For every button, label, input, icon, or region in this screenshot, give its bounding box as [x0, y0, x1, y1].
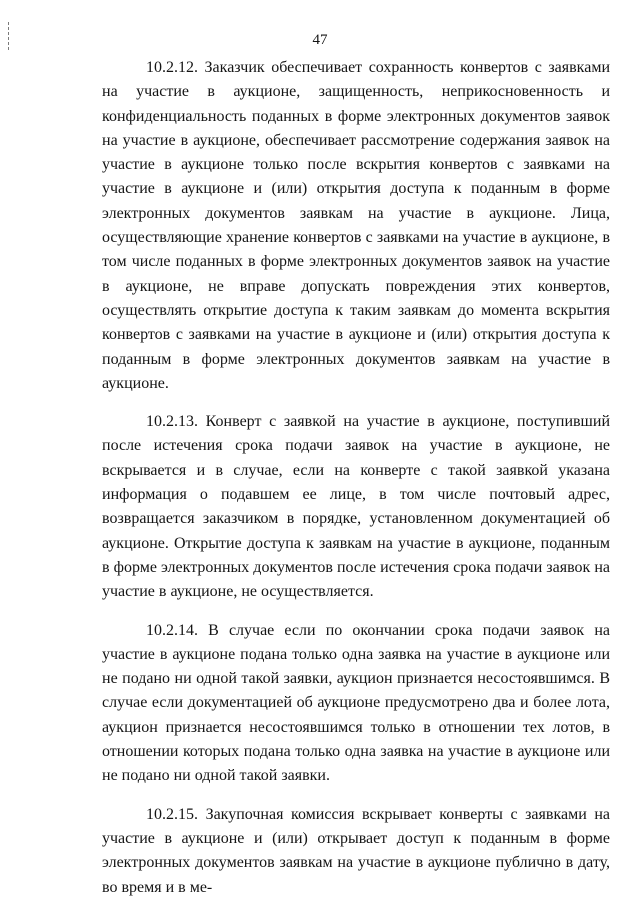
page-number: 47	[312, 32, 328, 48]
paragraph-10-2-15: 10.2.15. Закупочная комиссия вскрывает конверты с заявками на участие в аукционе и (или) открывает доступ к поданным в форме электронных документов заявкам на участие в аукционе публично в дату, во время и в ме-	[102, 805, 610, 896]
paragraph-10-2-14: 10.2.14. В случае если по окончании срока подачи заявок на участие в аукционе подана только одна заявка на участие в аукционе или не подано ни одной такой заявки, аукцион признается несостоявшимся. В случае если документацией об аукционе предусмотрено два и более лота, аукцион признается несостоявшимся только в отношении тех лотов, в отношении которых подана только одна заявка на участие в аукционе или не подано ни одной такой заявки.	[102, 621, 610, 785]
paragraph-10-2-12: 10.2.12. Заказчик обеспечивает сохранность конвертов с заявками на участие в аукционе, защищенность, неприкосновенность и конфиденциальность поданных в форме электронных документов заявок на участие в аукционе, обеспечивает рассмотрение содержания заявок на участие в аукционе только после вскрытия конвертов с заявками на участие в аукционе и (или) открытия доступа к поданным в форме электронных документов заявкам на участие в аукционе. Лица, осуществляющие хранение конвертов с заявками на участие в аукционе, в том числе поданных в форме электронных документов заявок на участие в аукционе, не вправе допускать повреждения этих конвертов, осуществлять открытие доступа к таким заявкам до момента вскрытия конвертов с заявками на участие в аукционе и (или) открытия доступа к поданным в форме электронных документов заявкам на участие в аукционе.	[102, 59, 610, 392]
paragraph-10-2-13: 10.2.13. Конверт с заявкой на участие в аукционе, поступивший после истечения срока подачи заявок на участие в аукционе, не вскрывается и в случае, если на конверте с такой заявкой указана информация о подавшем ее лице, в том числе почтовый адрес, возвращается заказчиком в порядке, установленном документацией об аукционе. Открытие доступа к заявкам на участие в аукционе, поданным в форме электронных документов после истечения срока подачи заявок на участие в аукционе, не осуществляется.	[102, 413, 610, 601]
document-body	[102, 56, 610, 900]
